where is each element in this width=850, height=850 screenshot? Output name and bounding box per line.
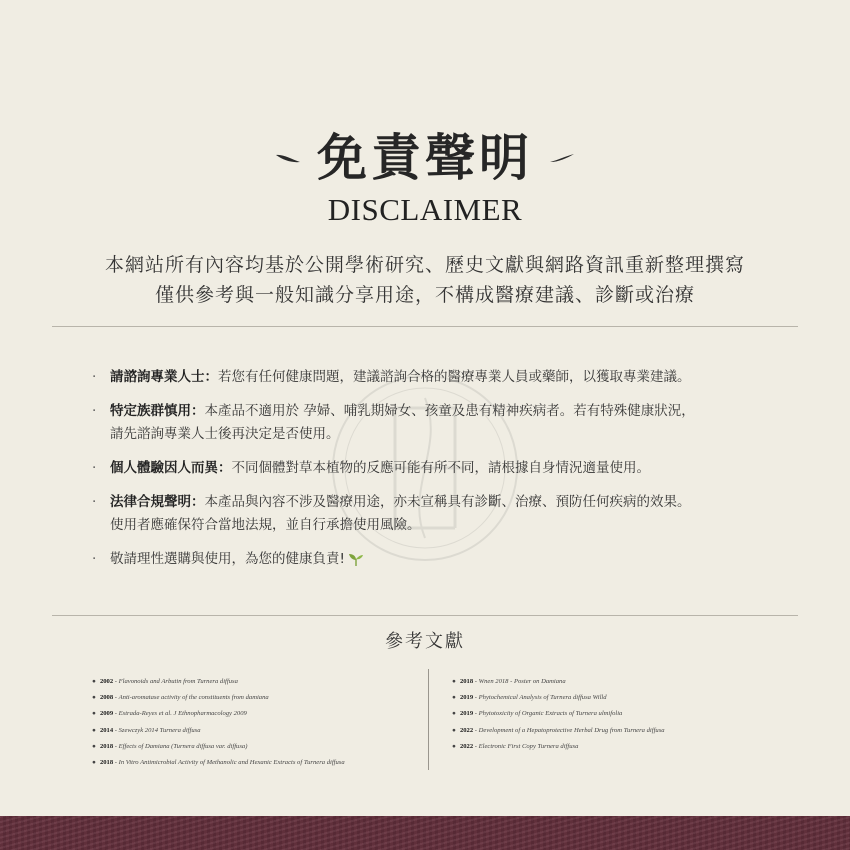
note-body — [110, 548, 364, 571]
disclaimer-notes — [92, 366, 782, 582]
note-text: 請先諮詢專業人士後再決定是否使用。 — [110, 426, 340, 442]
reference-item[interactable]: ● 2018 - Wnen 2018 - Poster on Damiana — [452, 678, 566, 685]
reference-title: Anti-aromatase activity of the constituents from damiana — [118, 694, 269, 702]
reference-year: 2014 — [99, 726, 114, 734]
intro-line: 僅供參考與一般知識分享用途，不構成醫療建議、診斷或治療 — [154, 284, 695, 306]
references-title: 參考文獻 — [385, 631, 465, 652]
reference-item[interactable]: ● 2018 - In Vitro Antimicrobial Activity of Methanolic and Hexanic Extracts of Turnera diffusa — [92, 759, 345, 767]
reference-year: 2009 — [99, 710, 114, 718]
bullet: · — [92, 403, 97, 419]
reference-year: 2019 — [459, 694, 474, 702]
reference-year: 2022 — [459, 742, 474, 750]
note-text: 若您有任何健康問題，建議諮詢合格的醫療專業人員或藥師，以獲取專業建議。 — [218, 369, 691, 385]
reference-item[interactable]: ● 2022 - Development of a Hepatoprotective Herbal Drug from Turnera diffusa — [452, 726, 665, 734]
references-divider — [428, 669, 429, 770]
note-item — [92, 491, 782, 537]
reference-item[interactable]: ● 2019 - Phytochemical Analysis of Turnera diffusa Willd — [452, 694, 607, 702]
reference-item[interactable]: ● 2018 - Effects of Damiana (Turnera diffusa var. diffusa) — [92, 742, 248, 750]
reference-year: 2002 — [99, 678, 114, 685]
left-brush-dash-icon — [275, 151, 301, 165]
reference-title: Electronic First Copy Turnera diffusa — [478, 742, 579, 750]
reference-item[interactable]: ● 2009 - Estrada-Reyes et al. J Ethnopharmacology 2009 — [92, 710, 247, 718]
reference-item[interactable]: ● 2008 - Anti-aromatase activity of the constituents from damiana — [92, 694, 269, 702]
note-label: 特定族群慎用： — [110, 403, 205, 419]
right-brush-dash-icon — [549, 151, 575, 165]
page-title: 免責聲明 — [317, 128, 533, 187]
divider — [52, 615, 798, 616]
note-item — [92, 457, 782, 480]
note-item — [92, 548, 782, 571]
reference-title: Estrada-Reyes et al. J Ethnopharmacology 2009 — [118, 710, 247, 718]
note-item — [92, 366, 782, 389]
divider — [52, 326, 798, 327]
reference-title: In Vitro Antimicrobial Activity of Methanolic and Hexanic Extracts of Turnera diffusa — [118, 759, 345, 767]
note-text: 本產品不適用於 孕婦、哺乳期婦女、孩童及患有精神疾病者。若有特殊健康狀況， — [204, 403, 695, 419]
references-left-column — [92, 674, 422, 771]
reference-title: Szewczyk 2014 Turnera diffusa — [118, 726, 201, 734]
reference-item[interactable]: ● 2014 - Szewczyk 2014 Turnera diffusa — [92, 726, 201, 734]
reference-title: Phytochemical Analysis of Turnera diffusa Willd — [478, 694, 607, 702]
footer-texture — [0, 816, 850, 850]
reference-title: Effects of Damiana (Turnera diffusa var. diffusa) — [118, 742, 248, 750]
reference-title: Development of a Hepatoprotective Herbal Drug from Turnera diffusa — [478, 726, 665, 734]
note-body — [110, 457, 650, 480]
reference-item[interactable]: ● 2002 - Flavonoids and Arbutin from Turnera diffusa — [92, 678, 238, 685]
note-label: 請諮詢專業人士： — [110, 369, 218, 385]
note-body — [110, 400, 695, 446]
bullet: · — [92, 460, 97, 476]
reference-title: Flavonoids and Arbutin from Turnera diffusa — [118, 678, 238, 685]
note-text: 使用者應確保符合當地法規，並自行承擔使用風險。 — [110, 517, 421, 533]
reference-year: 2019 — [459, 710, 474, 718]
reference-item[interactable]: ● 2022 - Electronic First Copy Turnera diffusa — [452, 742, 579, 750]
reference-title: Wnen 2018 - Poster on Damiana — [478, 678, 566, 685]
note-text: 敬請理性選購與使用，為您的健康負責! — [110, 551, 345, 567]
title-row — [0, 128, 850, 188]
bullet: · — [92, 551, 97, 567]
note-text: 不同個體對草本植物的反應可能有所不同，請根據自身情況適量使用。 — [231, 460, 650, 476]
note-item — [92, 400, 782, 446]
note-text: 本產品與內容不涉及醫療用途，亦未宣稱具有診斷、治療、預防任何疾病的效果。 — [204, 494, 691, 510]
note-label: 法律合規聲明： — [110, 494, 205, 510]
reference-year: 2018 — [99, 742, 114, 750]
bullet: · — [92, 494, 97, 510]
note-body — [110, 366, 691, 389]
reference-year: 2018 — [459, 678, 474, 685]
intro-line: 本網站所有內容均基於公開學術研究、歷史文獻與網路資訊重新整理撰寫 — [104, 254, 745, 276]
note-label: 個人體驗因人而異： — [110, 460, 232, 476]
references-right-column — [452, 674, 792, 755]
reference-item[interactable]: ● 2019 - Phytotoxicity of Organic Extracts of Turnera ulmifolia — [452, 710, 623, 718]
reference-title: Phytotoxicity of Organic Extracts of Turnera ulmifolia — [478, 710, 623, 718]
bullet: · — [92, 369, 97, 385]
reference-year: 2008 — [99, 694, 114, 702]
page-subtitle: DISCLAIMER — [327, 192, 523, 227]
reference-year: 2022 — [459, 726, 474, 734]
note-body — [110, 491, 691, 537]
reference-year: 2018 — [99, 759, 114, 767]
sprout-icon — [348, 552, 364, 566]
intro-text — [0, 250, 850, 310]
